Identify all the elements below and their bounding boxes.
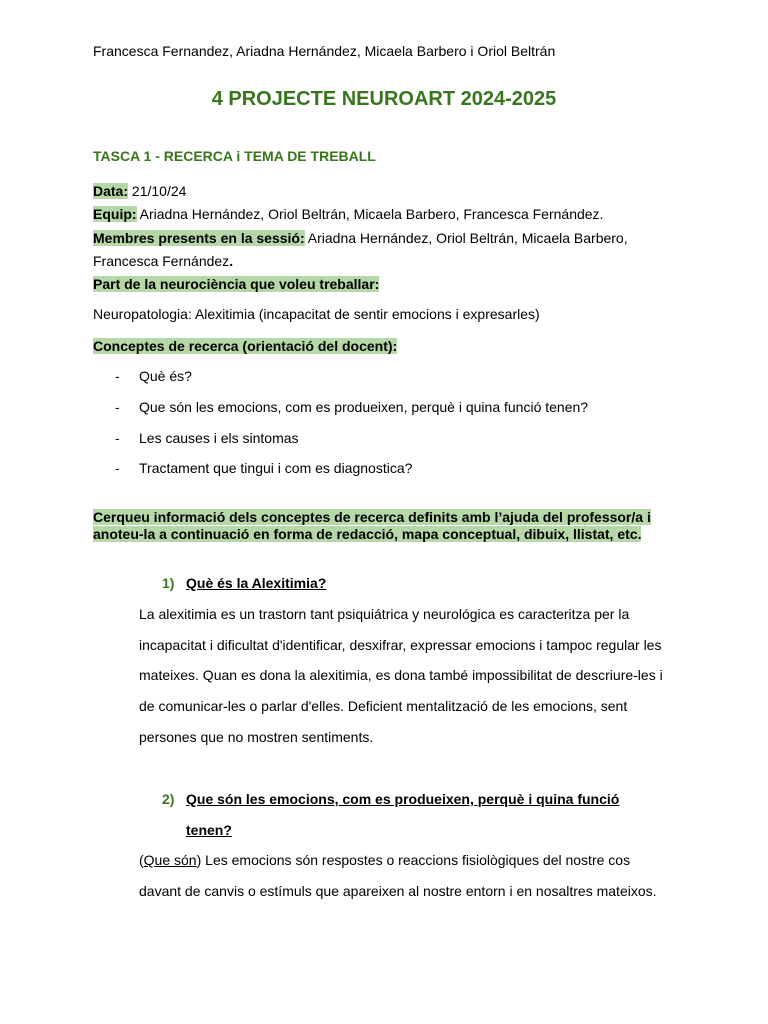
concepts-list-item: Les causes i els sintomas [139, 430, 299, 446]
date-label: Data: [93, 183, 129, 199]
section-2-body-line-1 [139, 852, 630, 868]
instruction-line-1 [93, 509, 651, 525]
concepts-list-item: Què és? [139, 368, 192, 384]
section-1-heading: Què és la Alexitimia? [186, 575, 327, 591]
section-1-body-line: La alexitimia es un trastorn tant psiquiátrica y neurológica es caracteritza per la [139, 606, 630, 622]
team-label: Equip: [93, 206, 137, 222]
neuro-part-label-row [93, 276, 379, 292]
instruction-text-1: Cerqueu informació dels conceptes de recerca definits amb l’ajuda del professor/a i [93, 509, 651, 525]
concepts-bullet: - [115, 460, 120, 476]
concepts-bullet: - [115, 399, 120, 415]
que-son-link: Que són [143, 852, 197, 868]
document-title: 4 PROJECTE NEUROART 2024-2025 [211, 88, 557, 110]
members-value-line2: Francesca Fernández [93, 253, 230, 269]
section-1-number: 1) [162, 575, 175, 591]
members-row-continued [93, 253, 233, 269]
section-1-body-line: incapacitat i dificultat d'identificar, desxifrar, expressar emocions i tampoc regular les [139, 637, 662, 653]
task-heading: TASCA 1 - RECERCA i TEMA DE TREBALL [93, 148, 376, 164]
members-value-end: . [229, 253, 234, 269]
section-2-body-line-2: davant de canvis o estímuls que apareixen al nostre entorn i en nosaltres mateixos. [139, 883, 657, 899]
members-value-line1: Ariadna Hernández, Oriol Beltrán, Micaela Barbero, [304, 230, 628, 246]
section-2-heading-line-1: Que són les emocions, com es produeixen, perquè i quina funció [186, 791, 620, 807]
authors-line: Francesca Fernandez, Ariadna Hernández, Micaela Barbero i Oriol Beltrán [93, 43, 556, 59]
date-value: 21/10/24 [128, 183, 187, 199]
concepts-list-item: Tractament que tingui i com es diagnostica? [139, 460, 413, 476]
instruction-line-2 [93, 526, 641, 542]
neuro-part-value: Neuropatologia: Alexitimia (incapacitat de sentir emocions i expresarles) [93, 306, 540, 322]
neuro-part-label: Part de la neurociència que voleu treballar: [93, 276, 380, 292]
concepts-list-item: Que són les emocions, com es produeixen, perquè i quina funció tenen? [139, 399, 589, 415]
paren-open: ( [139, 852, 144, 868]
section-2-number: 2) [162, 791, 175, 807]
members-label: Membres presents en la sessió: [93, 230, 305, 246]
instruction-text-2: anoteu-la a continuació en forma de redacció, mapa conceptual, dibuix, llistat, etc. [93, 526, 642, 542]
section-2-body-text: Les emocions són respostes o reaccions fisiològiques del nostre cos [201, 852, 631, 868]
paren-close: ) [196, 852, 202, 868]
members-row [93, 230, 628, 246]
concepts-bullet: - [115, 430, 120, 446]
concepts-label-row [93, 338, 397, 354]
concepts-label: Conceptes de recerca (orientació del docent): [93, 338, 398, 354]
section-1-body-line: persones que no mostren sentiments. [139, 729, 374, 745]
section-1-body-line: de comunicar-les o parlar d'elles. Deficient mentalització de les emocions, sent [139, 698, 628, 714]
section-2-heading-line-2: tenen? [186, 822, 232, 838]
section-1-body-line: mateixes. Quan es dona la alexitimia, es dona també impossibilitat de descriure-les i [139, 667, 663, 683]
team-value: Ariadna Hernández, Oriol Beltrán, Micaela Barbero, Francesca Fernández. [136, 206, 604, 222]
date-row [93, 183, 186, 199]
concepts-bullet: - [115, 368, 120, 384]
team-row [93, 206, 603, 222]
